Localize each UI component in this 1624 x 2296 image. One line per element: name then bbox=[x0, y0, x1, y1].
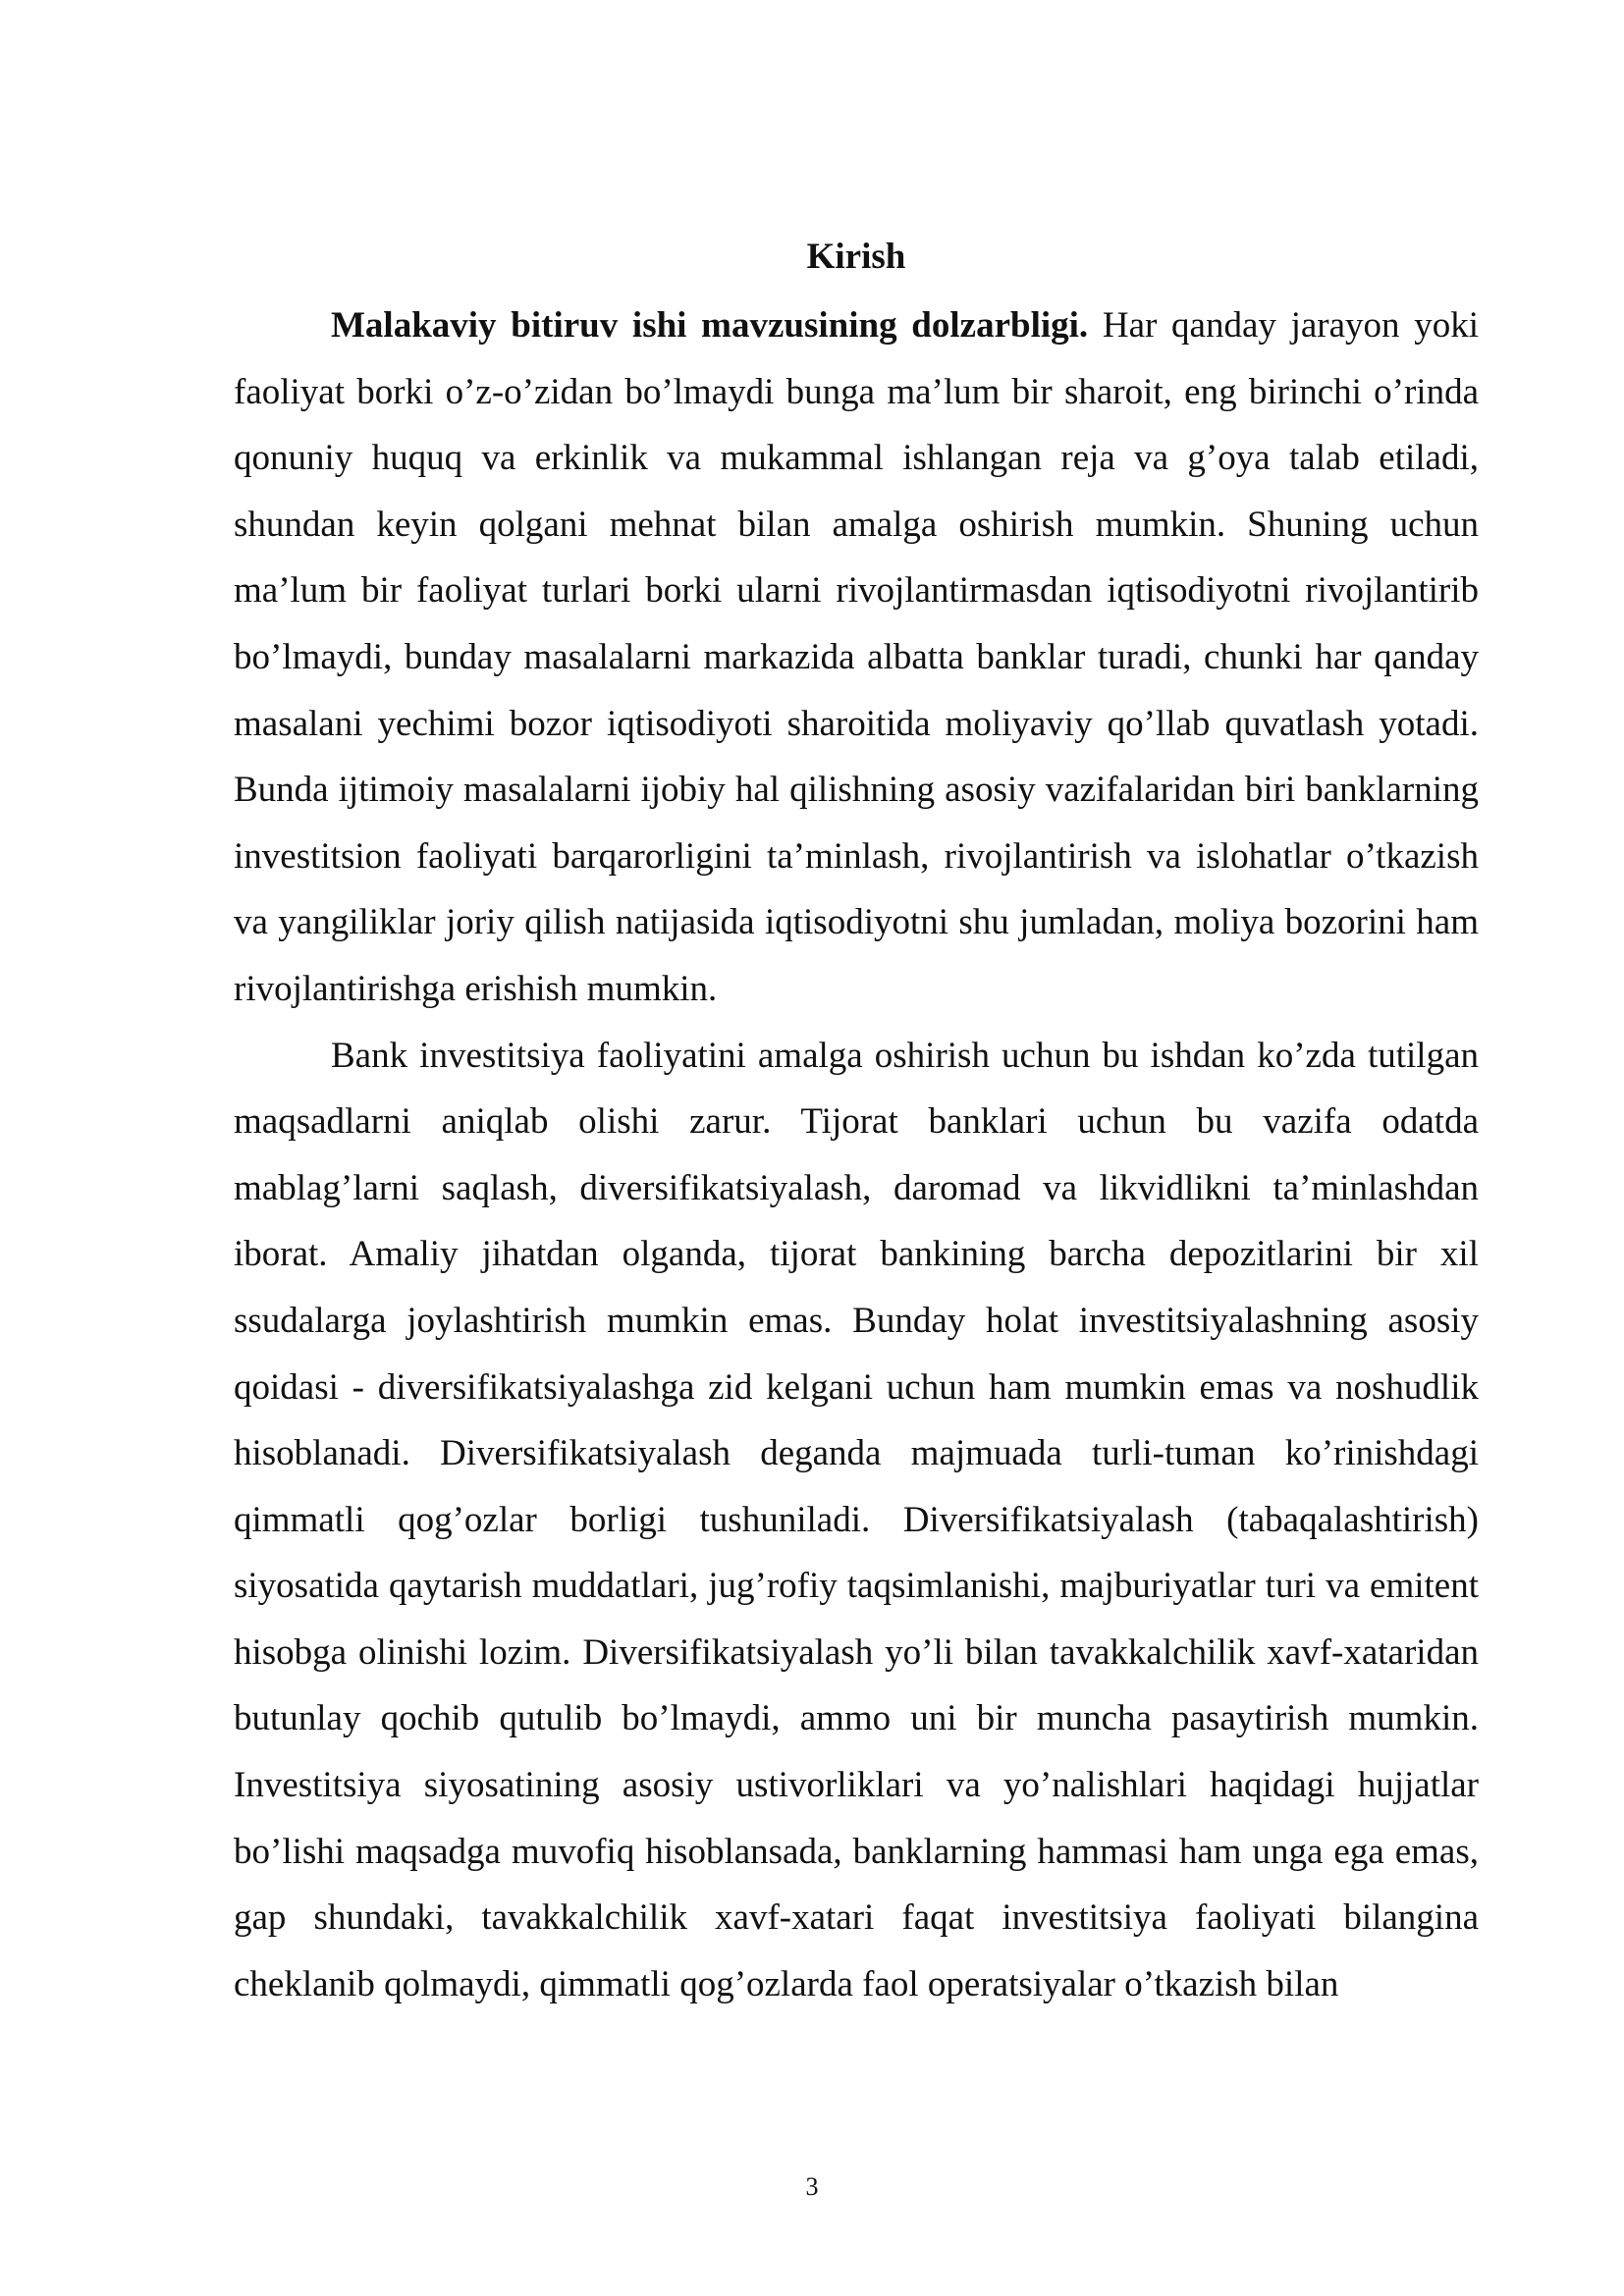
document-body bbox=[234, 228, 1479, 2017]
paragraph-text: Bank investitsiya faoliyatini amalga oshirish uchun bu ishdan ko’zda tutilgan maqsadlarni aniqlab olishi zarur. Tijorat banklari uchun bu vazifa odatda mablag’larni saqlash, diversifikatsiyalash, daromad va likvidlikni ta’minlashdan iborat. Amaliy jihatdan olganda, tijorat bankining barcha depozitlarini bir xil ssudalarga joylashtirish mumkin emas. Bunday holat investitsiyalashning asosiy qoidasi - diversifikatsiyalashga zid kelgani uchun ham mumkin emas va noshudlik hisoblanadi. Diversifikatsiyalash deganda majmuada turli-tuman ko’rinishdagi qimmatli qog’ozlar borligi tushuniladi. Diversifikatsiyalash (tabaqalashtirish) siyosatida qaytarish muddatlari, jug’rofiy taqsimlanishi, majburiyatlar turi va emitent hisobga olinishi lozim. Diversifikatsiyalash yo’li bilan tavakkalchilik xavf-xataridan butunlay qochib qutulib bo’lmaydi, ammo uni bir muncha pasaytirish mumkin. Investitsiya siyosatining asosiy ustivorliklari va yo’nalishlari haqidagi hujjatlar bo’lishi maqsadga muvofiq hisoblansada, banklarning hammasi ham unga ega emas, gap shundaki, tavakkalchilik xavf-xatari faqat investitsiya faoliyati bilangina cheklanib qolmaydi, qimmatli qog’ozlarda faol operatsiyalar o’tkazish bilan bbox=[234, 1035, 1479, 2004]
paragraph-text: Har qanday jarayon yoki faoliyat borki o’z-o’zidan bo’lmaydi bunga ma’lum bir sharoit, eng birinchi o’rinda qonuniy huquq va erkinlik va mukammal ishlangan reja va g’oya talab etiladi, shundan keyin qolgani mehnat bilan amalga oshirish mumkin. Shuning uchun ma’lum bir faoliyat turlari borki ularni rivojlantirmasdan iqtisodiyotni rivojlantirib bo’lmaydi, bunday masalalarni markazida albatta banklar turadi, chunki har qanday masalani yechimi bozor iqtisodiyoti sharoitida moliyaviy qo’llab quvatlash yotadi. Bunda ijtimoiy masalalarni ijobiy hal qilishning asosiy vazifalaridan biri banklarning investitsion faoliyati barqarorligini ta’minlash, rivojlantirish va islohatlar o’tkazish va yangiliklar joriy qilish natijasida iqtisodiyotni shu jumladan, moliya bozorini ham rivojlantirishga erishish mumkin. bbox=[234, 305, 1479, 1009]
section-title: Kirish bbox=[806, 237, 906, 277]
paragraph-relevance bbox=[234, 293, 1479, 1023]
paragraph-investment bbox=[234, 1023, 1479, 2018]
paragraph-lead-heading: Malakaviy bitiruv ishi mavzusining dolzarbligi. bbox=[331, 305, 1089, 346]
page-number: 3 bbox=[805, 2172, 819, 2201]
